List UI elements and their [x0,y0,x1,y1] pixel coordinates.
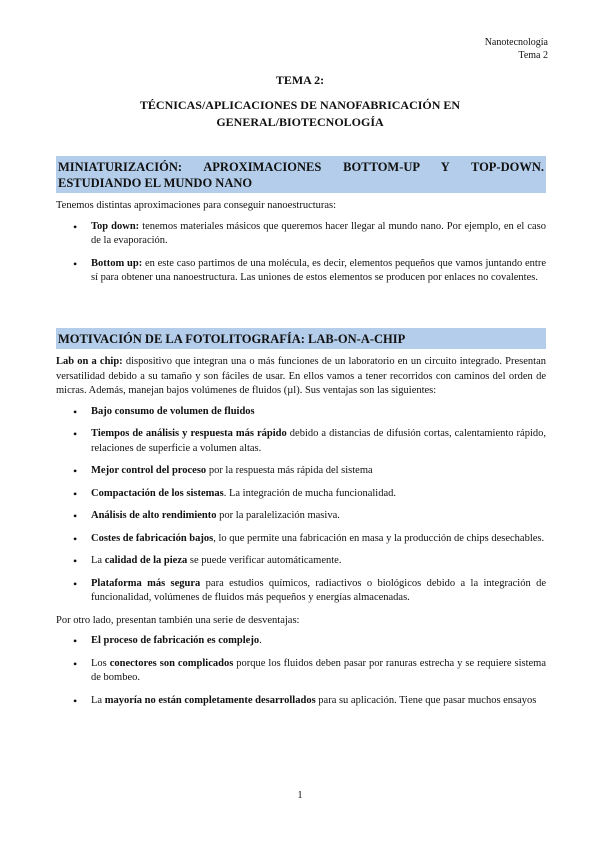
running-header [485,36,548,62]
definition-text: dispositivo que integran una o más funciones de un laboratorio en un circuito integrado. Presentan versatilidad debido a su tamaño y son fáciles de usar. En ellos vamos a tener recorridos con caminos del orden de micras. Además, manejan bajos volúmenes de fluidos (µl). Sus ventajas son las siguientes: [56,356,547,396]
item-text: debido a distancias de difusión cortas, calentamiento rápido, relaciones de superficie a volumen altas. [91,428,546,454]
item-term: mayoría no están completamente desarrollados [104,694,316,706]
section-heading: MINIATURIZACIÓN: APROXIMACIONES BOTTOM-UP Y TOP-DOWN. ESTUDIANDO EL MUNDO NANO [56,156,546,193]
item-term: Análisis de alto rendimiento [91,510,217,521]
item-prefix: Los [91,657,110,669]
item-prefix: La [91,694,105,706]
section-miniaturizacion [56,156,546,294]
item-term: Tiempos de análisis y respuesta más rápido [91,428,287,439]
section-intro: Tenemos distintas aproximaciones para conseguir nanoestructuras: [56,200,337,211]
item-text: . [259,635,262,646]
approaches-list [56,220,546,286]
section-heading: MOTIVACIÓN DE LA FOTOLITOGRAFÍA: LAB-ON-A-CHIP [56,328,546,349]
list-item [91,257,546,286]
item-term: Costes de fabricación bajos [91,532,214,544]
item-text: para estudios químicos, radiactivos o biológicos debido a la integración de funcionalidad, volúmenes de fluidos más pequeños y energías almacenadas. [91,577,546,603]
list-item [91,554,546,569]
list-item [91,405,546,420]
list-item [91,464,546,479]
list-item [91,532,546,547]
advantages-list [56,405,546,606]
list-item [91,634,546,649]
header-subject: Nanotecnología [484,37,548,48]
title-line-1: TEMA 2: [275,73,325,87]
item-term: calidad de la pieza [104,555,188,566]
document-title [0,72,600,131]
item-text: por la paralelización masiva. [216,510,340,521]
item-text: . La integración de mucha funcionalidad. [223,487,397,499]
item-prefix: La [91,555,105,566]
item-term: Top down: [91,220,140,232]
section-lab-on-a-chip [56,328,546,716]
page-number: 1 [297,790,303,801]
item-term: Bottom up: [91,257,143,269]
list-item [91,220,546,249]
list-item [91,487,546,502]
item-term: Compactación de los sistemas [91,487,224,499]
item-text: porque los fluidos deben pasar por ranuras estrecha y se requiere sistema de bombeo. [91,657,546,683]
item-term: Plataforma más segura [91,577,201,589]
item-term: Mejor control del proceso [91,465,207,476]
list-item [91,509,546,524]
header-topic: Tema 2 [518,50,548,61]
item-text: se puede verificar automáticamente. [187,555,342,566]
list-item [91,577,546,606]
title-line-2: TÉCNICAS/APLICACIONES DE NANOFABRICACIÓN EN GENERAL/BIOTECNOLOGÍA [139,98,461,129]
item-text: por la respuesta más rápida del sistema [206,465,373,476]
list-item [91,694,546,709]
definition-term: Lab on a chip: [56,356,123,367]
item-text: tenemos materiales másicos que queremos hacer llegar al mundo nano. Por ejemplo, en el caso de la evaporación. [91,220,546,246]
disadvantages-list [56,634,546,708]
item-term: El proceso de fabricación es complejo [91,635,260,646]
item-term: Bajo consumo de volumen de fluidos [91,405,255,417]
item-text: para su aplicación. Tiene que pasar muchos ensayos [315,694,537,706]
lab-on-a-chip-definition [56,355,546,399]
list-item [91,657,546,686]
item-text: en este caso partimos de una molécula, es decir, elementos pequeños que vamos juntando entre sí para obtener una nanoestructura. Las uniones de estos elementos se producen por enlaces no covalentes. [91,257,546,283]
item-text: , lo que permite una fabricación en masa y la producción de chips desechables. [213,532,545,544]
item-term: conectores son complicados [109,657,234,669]
disadvantages-intro: Por otro lado, presentan también una serie de desventajas: [56,614,300,626]
list-item [91,427,546,456]
